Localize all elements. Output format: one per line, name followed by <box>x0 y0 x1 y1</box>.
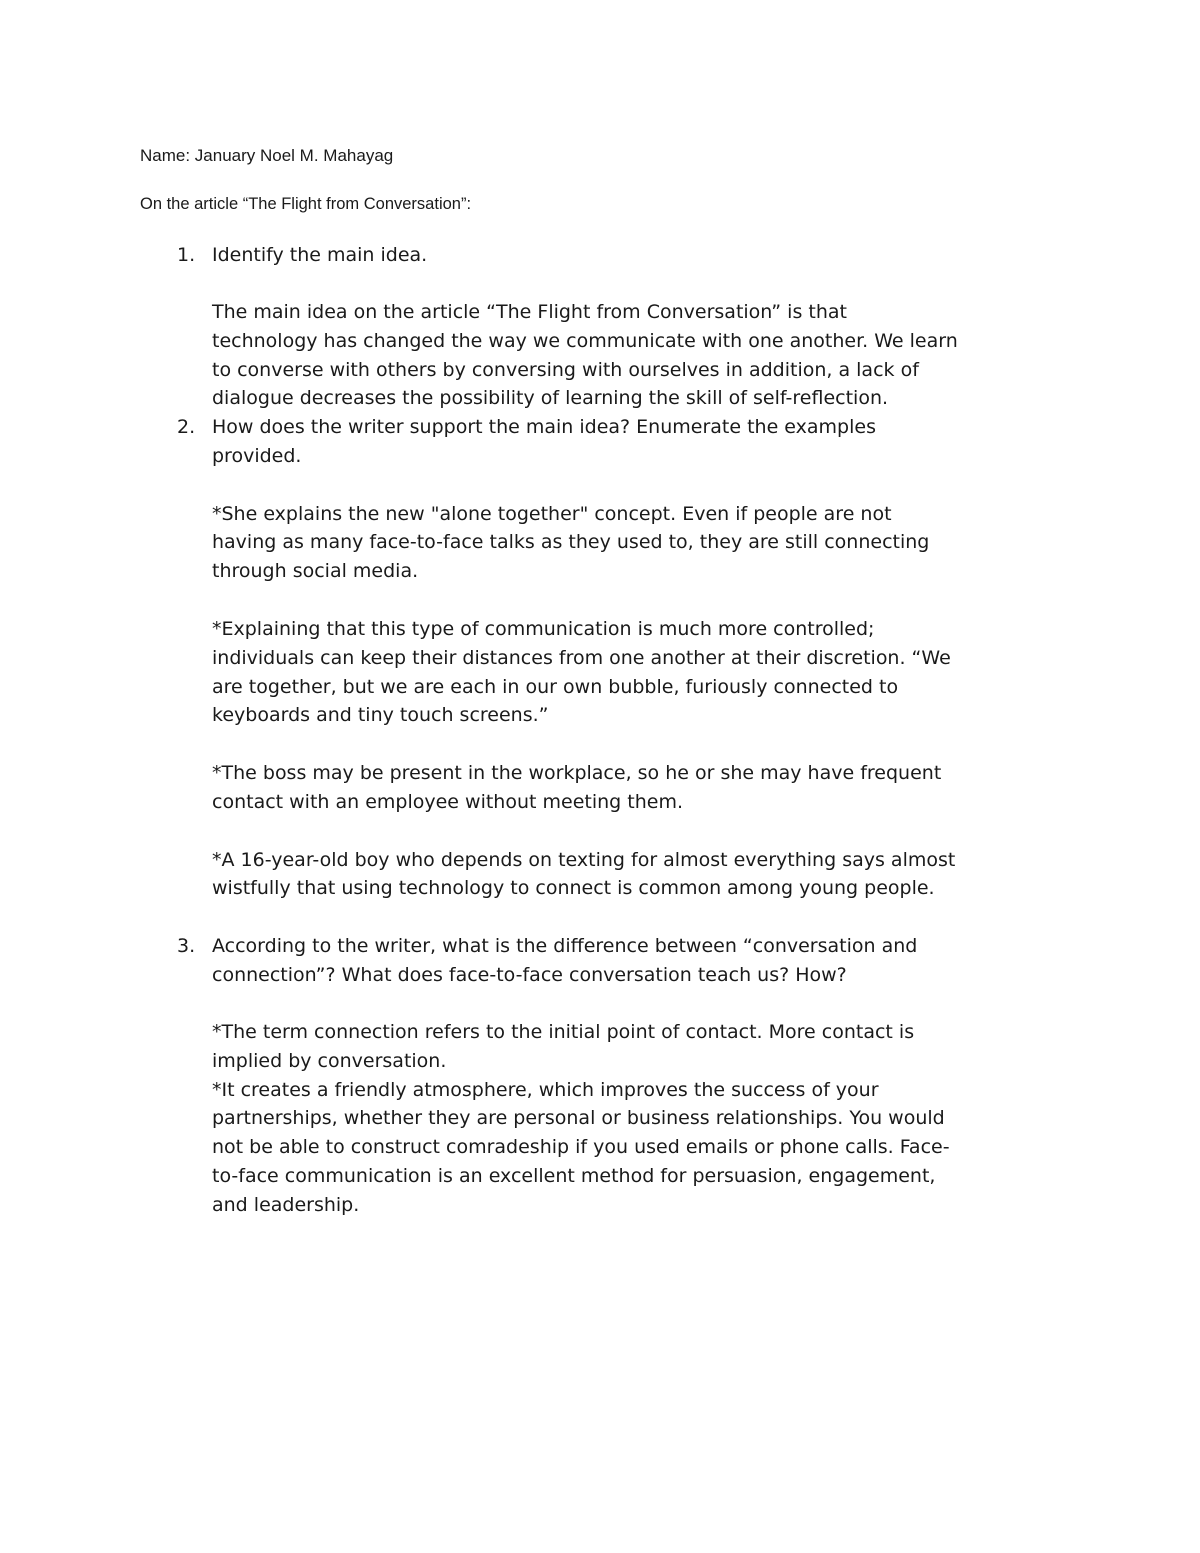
question-prompt: According to the writer, what is the difference between “conversation and <box>212 935 918 957</box>
answer-line: having as many face-to-face talks as they used to, they are still connecting <box>212 531 930 553</box>
answer-line: and leadership. <box>212 1194 360 1216</box>
answer-line: individuals can keep their distances from one another at their discretion. “We <box>212 647 951 669</box>
question-number: 3. <box>177 935 196 957</box>
answer-line: The main idea on the article “The Flight from Conversation” is that <box>212 301 847 323</box>
article-heading: On the article “The Flight from Conversation”: <box>140 195 472 213</box>
answer-line: implied by conversation. <box>212 1050 447 1072</box>
answer-line: to converse with others by conversing with ourselves in addition, a lack of <box>212 359 919 381</box>
answer-line: *The term connection refers to the initial point of contact. More contact is <box>212 1021 915 1043</box>
answer-line: dialogue decreases the possibility of learning the skill of self-reflection. <box>212 387 889 409</box>
question-prompt: connection”? What does face-to-face conversation teach us? How? <box>212 964 847 986</box>
question-number: 2. <box>177 416 196 438</box>
answer-line: *The boss may be present in the workplace, so he or she may have frequent <box>212 762 942 784</box>
answer-line: wistfully that using technology to connect is common among young people. <box>212 877 935 899</box>
answer-line: keyboards and tiny touch screens.” <box>212 704 549 726</box>
question-number: 1. <box>177 244 196 266</box>
student-name: Name: January Noel M. Mahayag <box>140 146 394 165</box>
answer-line: through social media. <box>212 560 419 582</box>
answer-line: *It creates a friendly atmosphere, which improves the success of your <box>212 1079 879 1101</box>
question-prompt: provided. <box>212 445 302 467</box>
question-prompt: How does the writer support the main idea? Enumerate the examples <box>212 416 876 438</box>
answer-line: not be able to construct comradeship if you used emails or phone calls. Face- <box>212 1136 950 1158</box>
answer-line: contact with an employee without meeting them. <box>212 791 683 813</box>
answer-line: to-face communication is an excellent method for persuasion, engagement, <box>212 1165 936 1187</box>
question-prompt: Identify the main idea. <box>212 244 428 266</box>
answer-line: *A 16-year-old boy who depends on texting for almost everything says almost <box>212 849 956 871</box>
answer-line: *Explaining that this type of communication is much more controlled; <box>212 618 875 640</box>
answer-line: technology has changed the way we communicate with one another. We learn <box>212 330 958 352</box>
answer-line: *She explains the new "alone together" concept. Even if people are not <box>212 503 892 525</box>
answer-line: are together, but we are each in our own bubble, furiously connected to <box>212 676 899 698</box>
answer-line: partnerships, whether they are personal or business relationships. You would <box>212 1107 945 1129</box>
